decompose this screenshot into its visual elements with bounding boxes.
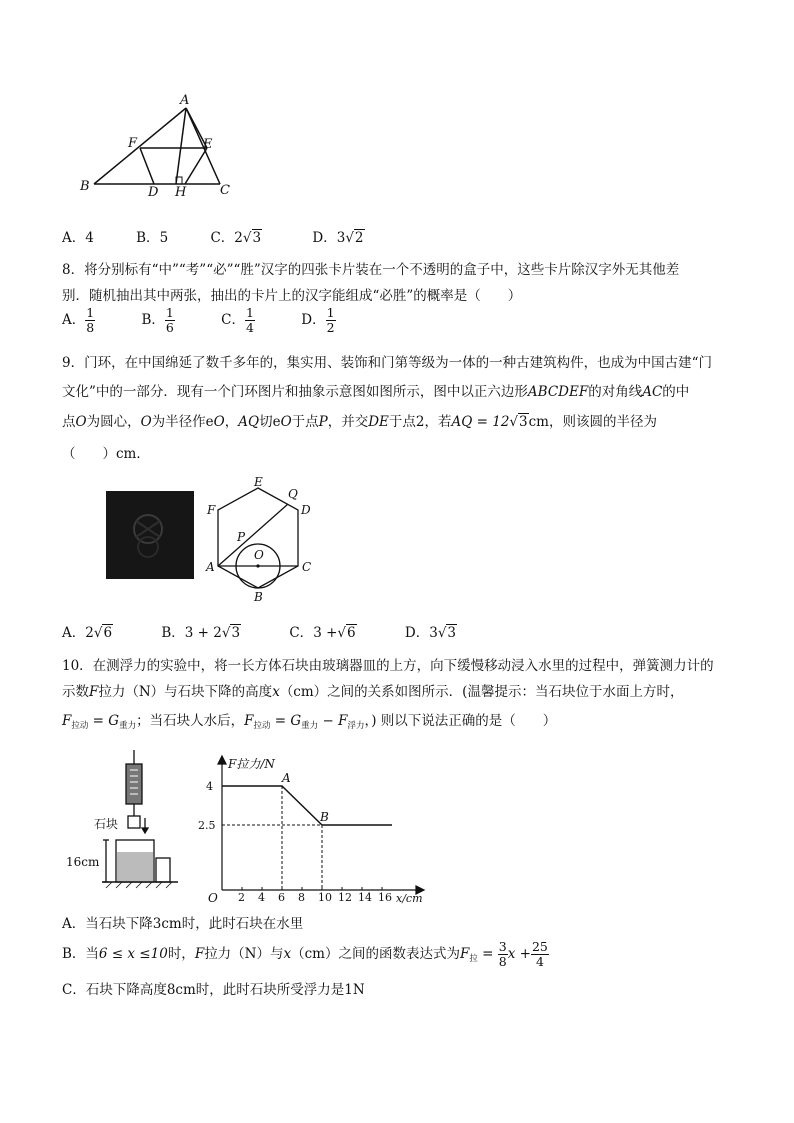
q10-apparatus-figure bbox=[66, 742, 186, 902]
q7-option-b[interactable]: B．5 bbox=[136, 230, 169, 246]
q9-option-c[interactable]: C．3 +√6 bbox=[289, 625, 356, 641]
q10-line-2: 示数F拉力（N）与石块下降的高度x（cm）之间的关系如图所示．(温馨提示：当石块位于水面上方时， bbox=[62, 684, 684, 700]
q7-option-d[interactable]: D．3√2 bbox=[312, 230, 364, 246]
q9-label-a: A bbox=[206, 560, 215, 574]
q9-label-b: B bbox=[254, 590, 263, 604]
q8-line-1: 8．将分别标有“中”“考”“必”“胜”汉字的四张卡片装在一个不透明的盒子中，这些卡片除汉字外无其他差 bbox=[62, 262, 680, 278]
y-tick-label-2.5: 2.5 bbox=[198, 819, 216, 832]
q10-option-b[interactable]: B．当6 ≤ x ≤10时，F拉力（N）与x（cm）之间的函数表达式为$F_拉$ = $\frac{3}{8}$ x + $\frac{25}{4}$ bbox=[62, 939, 548, 969]
q9-line-3: 点O为圆心，O为半径作eO，AQ切eO于点P，并交DE于点2，若AQ = 12√3cm，则该圆的半径为 bbox=[62, 414, 657, 430]
q9-line-1: 9．门环，在中国绵延了数千多年的，集实用、装饰和门第等级为一体的一种古建筑构件，也成为中国古建“门 bbox=[62, 355, 712, 371]
x-tick-label-12: 12 bbox=[338, 891, 352, 904]
q9-label-c: C bbox=[302, 560, 312, 574]
q10-force-chart bbox=[196, 752, 432, 904]
q7-options bbox=[62, 226, 365, 246]
height-label: 16cm bbox=[66, 855, 100, 869]
x-tick-label-8: 8 bbox=[298, 891, 305, 904]
x-tick-label-2: 2 bbox=[238, 891, 245, 904]
q8-option-a[interactable]: A． $\frac{1}{8}$ bbox=[62, 305, 95, 335]
q9-label-q: Q bbox=[288, 487, 298, 501]
q7-label-b: B bbox=[80, 179, 90, 194]
point-label-A: A bbox=[282, 771, 291, 785]
q9-option-b[interactable]: B．3 + 2√3 bbox=[161, 625, 241, 641]
q7-option-a[interactable]: A．4 bbox=[62, 230, 94, 246]
q10-option-a[interactable]: A．当石块下降3cm时，此时石块在水里 bbox=[62, 916, 304, 932]
q8-option-d[interactable]: D． $\frac{1}{2}$ bbox=[301, 305, 335, 335]
q7-label-c: C bbox=[220, 183, 230, 198]
q7-option-c[interactable]: C．2√3 bbox=[210, 230, 262, 246]
stone-label: 石块 bbox=[94, 817, 119, 831]
chart-origin: O bbox=[208, 891, 218, 904]
point-label-B: B bbox=[320, 810, 329, 824]
x-tick-label-4: 4 bbox=[258, 891, 265, 904]
chart-x-label: x/cm bbox=[396, 892, 423, 904]
x-tick-label-6: 6 bbox=[278, 891, 285, 904]
q10-option-c[interactable]: C．石块下降高度8cm时，此时石块所受浮力是1N bbox=[62, 982, 365, 998]
knocker-pattern bbox=[106, 491, 194, 579]
q10-line-3: $F_{拉动} = G_{重力}$；当石块人水后，$F_{拉动} = G_{重力} - F_{浮力}$，) 则以下说法正确的是（ ） bbox=[62, 713, 557, 731]
series-line bbox=[222, 786, 392, 825]
y-tick-label-4: 4 bbox=[206, 780, 213, 793]
q9-line-4: （ ）cm． bbox=[62, 446, 150, 462]
q9-option-d[interactable]: D．3√3 bbox=[404, 625, 457, 641]
q9-label-d: D bbox=[301, 503, 311, 517]
q8-line-2: 别．随机抽出其中两张，抽出的卡片上的汉字能组成“必胜”的概率是（ ） bbox=[62, 288, 522, 304]
q7-label-f: F bbox=[128, 136, 138, 151]
q8-option-c[interactable]: C． $\frac{1}{4}$ bbox=[221, 305, 254, 335]
q7-label-d: D bbox=[148, 185, 159, 200]
x-tick-label-10: 10 bbox=[318, 891, 332, 904]
q9-label-e: E bbox=[254, 476, 263, 489]
q7-label-e: E bbox=[203, 137, 213, 152]
q7-triangle-figure bbox=[70, 90, 250, 200]
q8-option-b[interactable]: B． $\frac{1}{6}$ bbox=[141, 305, 174, 335]
q9-label-p: P bbox=[237, 530, 246, 544]
q9-hexagon-figure bbox=[200, 476, 330, 606]
q9-options bbox=[62, 621, 457, 641]
chart-y-label: F拉力/N bbox=[228, 757, 275, 771]
q9-option-a[interactable]: A．2√6 bbox=[62, 625, 113, 641]
q7-label-h: H bbox=[175, 185, 187, 200]
q9-label-o: O bbox=[254, 548, 264, 562]
q8-options bbox=[62, 306, 336, 335]
x-tick-label-14: 14 bbox=[358, 891, 372, 904]
x-tick-label-16: 16 bbox=[378, 891, 392, 904]
q7-label-a: A bbox=[180, 93, 190, 108]
q10-line-1: 10．在测浮力的实验中，将一长方体石块由玻璃器皿的上方，向下缓慢移动浸入水里的过程中，弹簧测力计的 bbox=[62, 658, 714, 674]
door-knocker-photo bbox=[106, 491, 194, 579]
q9-label-f: F bbox=[207, 503, 216, 517]
q9-line-2: 文化”中的一部分．现有一个门环图片和抽象示意图如图所示，图中以正六边形ABCDEF的对角线AC的中 bbox=[62, 384, 690, 400]
